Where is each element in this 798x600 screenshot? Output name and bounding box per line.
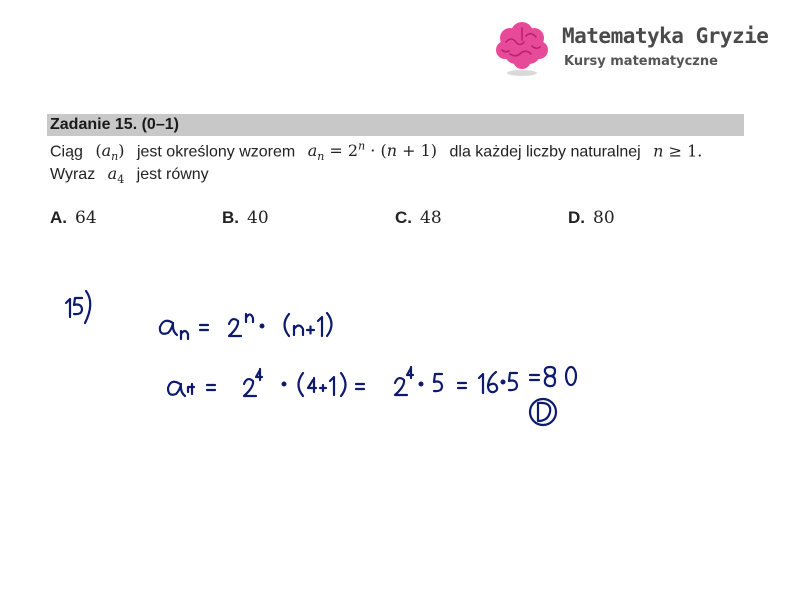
answer-value: 40: [247, 208, 269, 228]
answer-label: A.: [50, 208, 67, 227]
answer-value: 64: [75, 208, 97, 228]
math-term: $a_4$: [107, 164, 125, 187]
hand-line-1: [160, 313, 332, 339]
task-text-2: jest określony wzorem: [136, 143, 296, 161]
answer-value: 48: [420, 208, 442, 228]
answer-value: 80: [593, 208, 615, 228]
math-formula: $a_n = 2^n \cdot (n + 1)$: [307, 140, 438, 164]
task-text-4: Wyraz: [50, 166, 96, 183]
task-title: Zadanie 15. (0–1): [50, 116, 179, 133]
hand-problem-number: [66, 291, 90, 323]
task-text-5: jest równy: [136, 166, 209, 183]
task-text-1: Ciąg: [50, 143, 83, 161]
math-condition: n ≥ 1.: [653, 141, 703, 161]
brand-title: Matematyka Gryzie: [562, 24, 769, 48]
answer-label: C.: [395, 208, 412, 227]
hand-circled-answer: [530, 399, 556, 425]
answer-label: D.: [568, 208, 585, 227]
task-text-3: dla każdej liczby naturalnej: [449, 143, 641, 161]
math-sequence: $(a_n)$: [95, 141, 125, 164]
brand-subtitle: Kursy matematyczne: [564, 54, 718, 69]
hand-line-2: [168, 367, 576, 396]
answer-label: B.: [222, 208, 239, 227]
